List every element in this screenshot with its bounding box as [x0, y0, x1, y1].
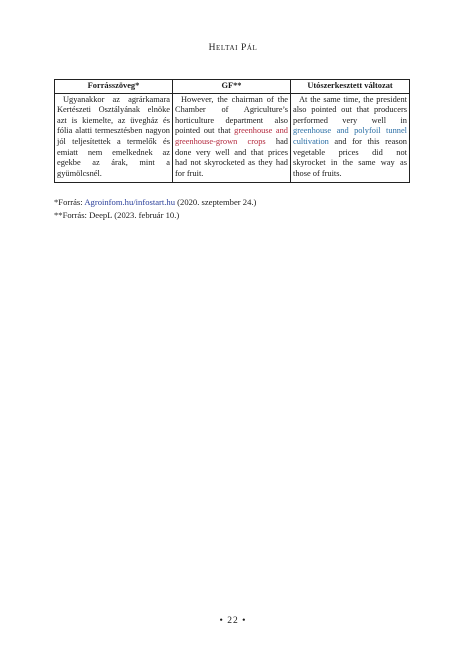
cell-source-text: [55, 93, 173, 183]
page-number: • 22 •: [219, 616, 247, 626]
column-header-post-edited: Utószerkesztett változat: [291, 80, 410, 94]
table-row: [55, 93, 410, 183]
running-head: Heltai Pál: [208, 43, 258, 53]
gf-text: [175, 95, 288, 180]
column-header-source: Forrásszöveg*: [55, 80, 173, 94]
post-edited-text: [293, 95, 407, 180]
post-edited-text-after: and for this reason vegetable prices did not skyrocket in the same way as those of fruits.: [293, 136, 407, 178]
cell-gf-text: [173, 93, 291, 183]
footnotes: [54, 196, 256, 221]
column-header-gf: GF**: [173, 80, 291, 94]
post-edited-text-before: At the same time, the president also pointed out that producers performed very well in: [293, 94, 407, 125]
footnote-1-suffix: (2020. szeptember 24.): [175, 197, 257, 207]
post-edited-highlight: greenhouse and polyfoil tunnel cultivation: [293, 126, 407, 146]
source-text: Ugyanakkor az agrárkamara Kertészeti Osztályának elnöke azt is kiemelte, az üvegház és fólia alatti termesztésben nagyon jól teljesítettek a termelők és emiatt nem emelkednek az egekbe az árak, mint a gyümölcsnél.: [57, 94, 170, 178]
footnote-1-link[interactable]: Agroinfom.hu/infostart.hu: [84, 197, 176, 207]
gf-text-after: had done very well and that prices had not skyrocketed as they had for fruit.: [175, 136, 288, 178]
cell-post-edited-text: [291, 93, 410, 183]
comparison-table: [54, 79, 410, 183]
footnote-1: [54, 196, 256, 209]
table-header-row: [55, 80, 410, 94]
footnote-2: **Forrás: DeepL (2023. február 10.): [54, 209, 180, 220]
gf-highlight: greenhouse and greenhouse-grown crops: [175, 126, 288, 146]
footnote-1-prefix: *Forrás:: [54, 197, 85, 207]
gf-text-before: However, the chairman of the Chamber of Agriculture’s horticulture department also pointed out that: [175, 94, 288, 136]
